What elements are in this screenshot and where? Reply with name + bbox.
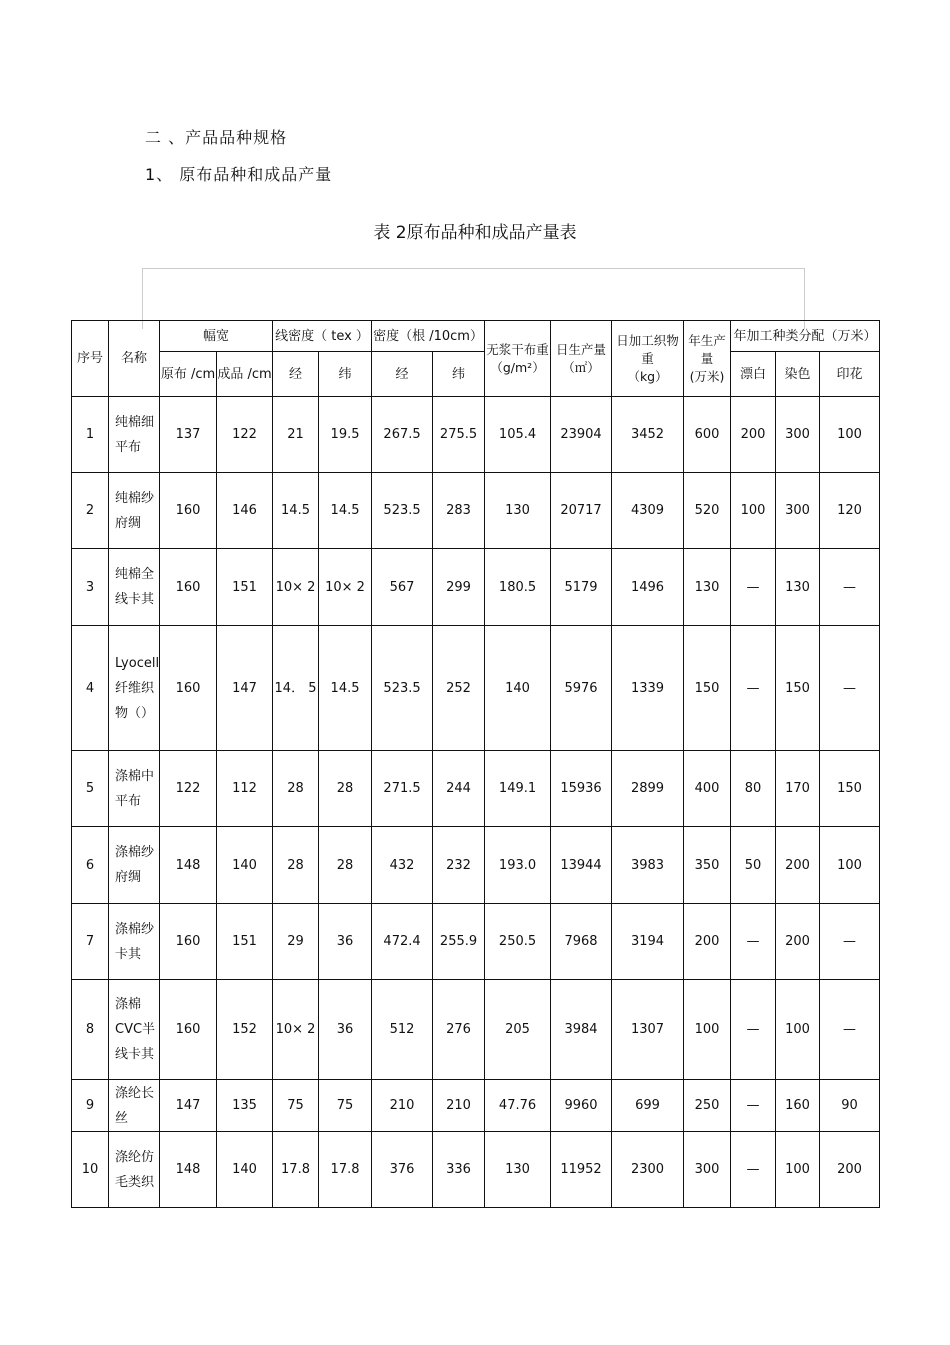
cell-w-raw: 160 (160, 473, 217, 549)
cell-seq: 1 (72, 397, 109, 473)
cell-ld-warp: 10× 2 (273, 980, 319, 1080)
cell-print: 200 (820, 1132, 880, 1208)
cell-daily-kg: 2300 (612, 1132, 684, 1208)
cell-bleach: — (731, 904, 776, 980)
cell-ld-weft: 28 (319, 827, 372, 904)
cell-daily-m2: 5976 (551, 626, 612, 751)
cell-d-warp: 472.4 (372, 904, 433, 980)
cell-w-raw: 148 (160, 1132, 217, 1208)
cell-print: 100 (820, 397, 880, 473)
cell-w-raw: 160 (160, 626, 217, 751)
header-daily-output-unit: （㎡） (562, 359, 600, 375)
table-row (72, 397, 880, 473)
cell-daily-kg: 699 (612, 1080, 684, 1132)
cell-w-raw: 137 (160, 397, 217, 473)
cell-annual: 350 (684, 827, 731, 904)
header-name: 名称 (109, 321, 160, 397)
cell-w-raw: 147 (160, 1080, 217, 1132)
cell-daily-m2: 7968 (551, 904, 612, 980)
cell-w-fin: 151 (217, 904, 273, 980)
header-annual-output-label: 年生产量 (688, 332, 726, 366)
cell-bleach: 50 (731, 827, 776, 904)
cell-daily-kg: 4309 (612, 473, 684, 549)
cell-daily-kg: 2899 (612, 751, 684, 827)
cell-d-weft: 283 (433, 473, 485, 549)
cell-w-fin: 112 (217, 751, 273, 827)
cell-d-warp: 567 (372, 549, 433, 626)
cell-ld-weft: 17.8 (319, 1132, 372, 1208)
cell-bleach: 200 (731, 397, 776, 473)
cell-print: 90 (820, 1080, 880, 1132)
cell-dye: 300 (776, 473, 820, 549)
cell-ld-warp: 28 (273, 751, 319, 827)
cell-annual: 130 (684, 549, 731, 626)
cell-name: 纯棉全线卡其 (109, 549, 160, 626)
cell-bleach: — (731, 980, 776, 1080)
table-row (72, 473, 880, 549)
cell-daily-m2: 11952 (551, 1132, 612, 1208)
header-annual-output-unit: (万米) (689, 368, 725, 384)
cell-name: 纯棉纱府绸 (109, 473, 160, 549)
cell-daily-kg: 3452 (612, 397, 684, 473)
cell-w-raw: 160 (160, 549, 217, 626)
header-d-weft: 纬 (433, 352, 485, 397)
cell-bleach: 80 (731, 751, 776, 827)
cell-ld-warp: 28 (273, 827, 319, 904)
table-row (72, 827, 880, 904)
product-table (71, 320, 880, 1208)
header-bleach: 漂白 (731, 352, 776, 397)
cell-dye: 130 (776, 549, 820, 626)
cell-ld-warp: 14.5 (273, 473, 319, 549)
cell-daily-m2: 5179 (551, 549, 612, 626)
table-row (72, 1132, 880, 1208)
cell-w-raw: 122 (160, 751, 217, 827)
header-print: 印花 (820, 352, 880, 397)
cell-d-weft: 276 (433, 980, 485, 1080)
cell-ld-warp: 21 (273, 397, 319, 473)
cell-name: 涤棉纱卡其 (109, 904, 160, 980)
cell-seq: 7 (72, 904, 109, 980)
cell-d-warp: 271.5 (372, 751, 433, 827)
cell-daily-m2: 3984 (551, 980, 612, 1080)
cell-d-weft: 336 (433, 1132, 485, 1208)
cell-ld-weft: 36 (319, 980, 372, 1080)
header-ld-warp: 经 (273, 352, 319, 397)
cell-d-weft: 232 (433, 827, 485, 904)
header-daily-weight-label: 日加工织物重 (616, 332, 679, 366)
header-thread-density: 密度（根 /10cm） (372, 321, 485, 352)
header-daily-weight-unit: （kg） (627, 368, 668, 384)
cell-bleach: — (731, 549, 776, 626)
cell-d-warp: 512 (372, 980, 433, 1080)
cell-w-fin: 151 (217, 549, 273, 626)
header-daily-output (551, 321, 612, 397)
header-daily-weight (612, 321, 684, 397)
cell-daily-m2: 15936 (551, 751, 612, 827)
cell-weight: 180.5 (485, 549, 551, 626)
cell-seq: 3 (72, 549, 109, 626)
table-row (72, 980, 880, 1080)
cell-dye: 170 (776, 751, 820, 827)
cell-annual: 200 (684, 904, 731, 980)
cell-print: — (820, 904, 880, 980)
cell-seq: 5 (72, 751, 109, 827)
cell-w-raw: 148 (160, 827, 217, 904)
cell-daily-kg: 3983 (612, 827, 684, 904)
cell-bleach: — (731, 626, 776, 751)
cell-daily-kg: 3194 (612, 904, 684, 980)
cell-weight: 130 (485, 473, 551, 549)
cell-print: 100 (820, 827, 880, 904)
cell-bleach: — (731, 1132, 776, 1208)
table-row (72, 904, 880, 980)
cell-bleach: — (731, 1080, 776, 1132)
cell-dye: 100 (776, 1132, 820, 1208)
header-annual-dist: 年加工种类分配（万米） (731, 321, 880, 352)
cell-weight: 149.1 (485, 751, 551, 827)
cell-w-fin: 146 (217, 473, 273, 549)
cell-daily-m2: 13944 (551, 827, 612, 904)
table-row (72, 1080, 880, 1132)
cell-seq: 6 (72, 827, 109, 904)
header-width-raw: 原布 /cm (160, 352, 217, 397)
cell-print: — (820, 980, 880, 1080)
cell-dye: 160 (776, 1080, 820, 1132)
cell-w-fin: 122 (217, 397, 273, 473)
header-seq: 序号 (72, 321, 109, 397)
subsection-title: 1、 原布品种和成品产量 (145, 165, 333, 184)
cell-seq: 10 (72, 1132, 109, 1208)
cell-w-fin: 140 (217, 827, 273, 904)
cell-seq: 8 (72, 980, 109, 1080)
cell-ld-warp: 14． 5 (273, 626, 319, 751)
table-row (72, 751, 880, 827)
cell-daily-m2: 9960 (551, 1080, 612, 1132)
cell-name: Lyocell纤维织物（） (109, 626, 160, 751)
cell-name: 涤纶仿毛类织 (109, 1132, 160, 1208)
cell-print: — (820, 549, 880, 626)
cell-ld-weft: 75 (319, 1080, 372, 1132)
header-dry-weight (485, 321, 551, 397)
cell-dye: 150 (776, 626, 820, 751)
cell-d-warp: 210 (372, 1080, 433, 1132)
cell-daily-kg: 1307 (612, 980, 684, 1080)
cell-bleach: 100 (731, 473, 776, 549)
header-dry-weight-label: 无浆干布重 (486, 341, 549, 357)
cell-dye: 100 (776, 980, 820, 1080)
table-caption: 表 2原布品种和成品产量表 (373, 223, 577, 243)
cell-ld-warp: 75 (273, 1080, 319, 1132)
cell-d-weft: 252 (433, 626, 485, 751)
cell-weight: 140 (485, 626, 551, 751)
cell-d-weft: 299 (433, 549, 485, 626)
cell-dye: 300 (776, 397, 820, 473)
cell-weight: 193.0 (485, 827, 551, 904)
cell-ld-warp: 29 (273, 904, 319, 980)
cell-d-weft: 255.9 (433, 904, 485, 980)
header-annual-output (684, 321, 731, 397)
cell-name: 纯棉细平布 (109, 397, 160, 473)
cell-daily-m2: 20717 (551, 473, 612, 549)
cell-name: 涤纶长丝 (109, 1080, 160, 1132)
cell-ld-warp: 17.8 (273, 1132, 319, 1208)
header-ld-weft: 纬 (319, 352, 372, 397)
cell-annual: 600 (684, 397, 731, 473)
cell-weight: 47.76 (485, 1080, 551, 1132)
header-d-warp: 经 (372, 352, 433, 397)
cell-weight: 130 (485, 1132, 551, 1208)
cell-ld-warp: 10× 2 (273, 549, 319, 626)
header-dry-weight-unit: （g/m²） (490, 359, 545, 375)
header-daily-output-label: 日生产量 (556, 341, 607, 357)
cell-w-raw: 160 (160, 904, 217, 980)
cell-ld-weft: 10× 2 (319, 549, 372, 626)
cell-ld-weft: 28 (319, 751, 372, 827)
cell-seq: 4 (72, 626, 109, 751)
cell-w-raw: 160 (160, 980, 217, 1080)
cell-ld-weft: 36 (319, 904, 372, 980)
cell-d-warp: 376 (372, 1132, 433, 1208)
cell-d-warp: 523.5 (372, 626, 433, 751)
header-linear-density: 线密度（ tex ） (273, 321, 372, 352)
cell-w-fin: 140 (217, 1132, 273, 1208)
cell-print: — (820, 626, 880, 751)
cell-annual: 520 (684, 473, 731, 549)
cell-name: 涤棉中平布 (109, 751, 160, 827)
cell-d-warp: 432 (372, 827, 433, 904)
cell-d-weft: 210 (433, 1080, 485, 1132)
cell-name: 涤棉纱府绸 (109, 827, 160, 904)
cell-w-fin: 135 (217, 1080, 273, 1132)
cell-w-fin: 152 (217, 980, 273, 1080)
cell-d-warp: 267.5 (372, 397, 433, 473)
cell-w-fin: 147 (217, 626, 273, 751)
cell-d-weft: 275.5 (433, 397, 485, 473)
table-row (72, 626, 880, 751)
cell-weight: 105.4 (485, 397, 551, 473)
table-row (72, 549, 880, 626)
cell-daily-kg: 1339 (612, 626, 684, 751)
cell-weight: 205 (485, 980, 551, 1080)
cell-weight: 250.5 (485, 904, 551, 980)
cell-ld-weft: 19.5 (319, 397, 372, 473)
cell-print: 150 (820, 751, 880, 827)
cell-print: 120 (820, 473, 880, 549)
header-dye: 染色 (776, 352, 820, 397)
cell-annual: 400 (684, 751, 731, 827)
cell-annual: 300 (684, 1132, 731, 1208)
cell-seq: 2 (72, 473, 109, 549)
cell-ld-weft: 14.5 (319, 473, 372, 549)
cell-annual: 250 (684, 1080, 731, 1132)
cell-d-weft: 244 (433, 751, 485, 827)
cell-name: 涤棉CVC半线卡其 (109, 980, 160, 1080)
cell-d-warp: 523.5 (372, 473, 433, 549)
cell-annual: 150 (684, 626, 731, 751)
header-width: 幅宽 (160, 321, 273, 352)
header-width-finished: 成品 /cm (217, 352, 273, 397)
cell-annual: 100 (684, 980, 731, 1080)
cell-daily-m2: 23904 (551, 397, 612, 473)
cell-seq: 9 (72, 1080, 109, 1132)
cell-ld-weft: 14.5 (319, 626, 372, 751)
cell-dye: 200 (776, 904, 820, 980)
cell-daily-kg: 1496 (612, 549, 684, 626)
section-title: 二 、产品品种规格 (145, 128, 288, 147)
cell-dye: 200 (776, 827, 820, 904)
